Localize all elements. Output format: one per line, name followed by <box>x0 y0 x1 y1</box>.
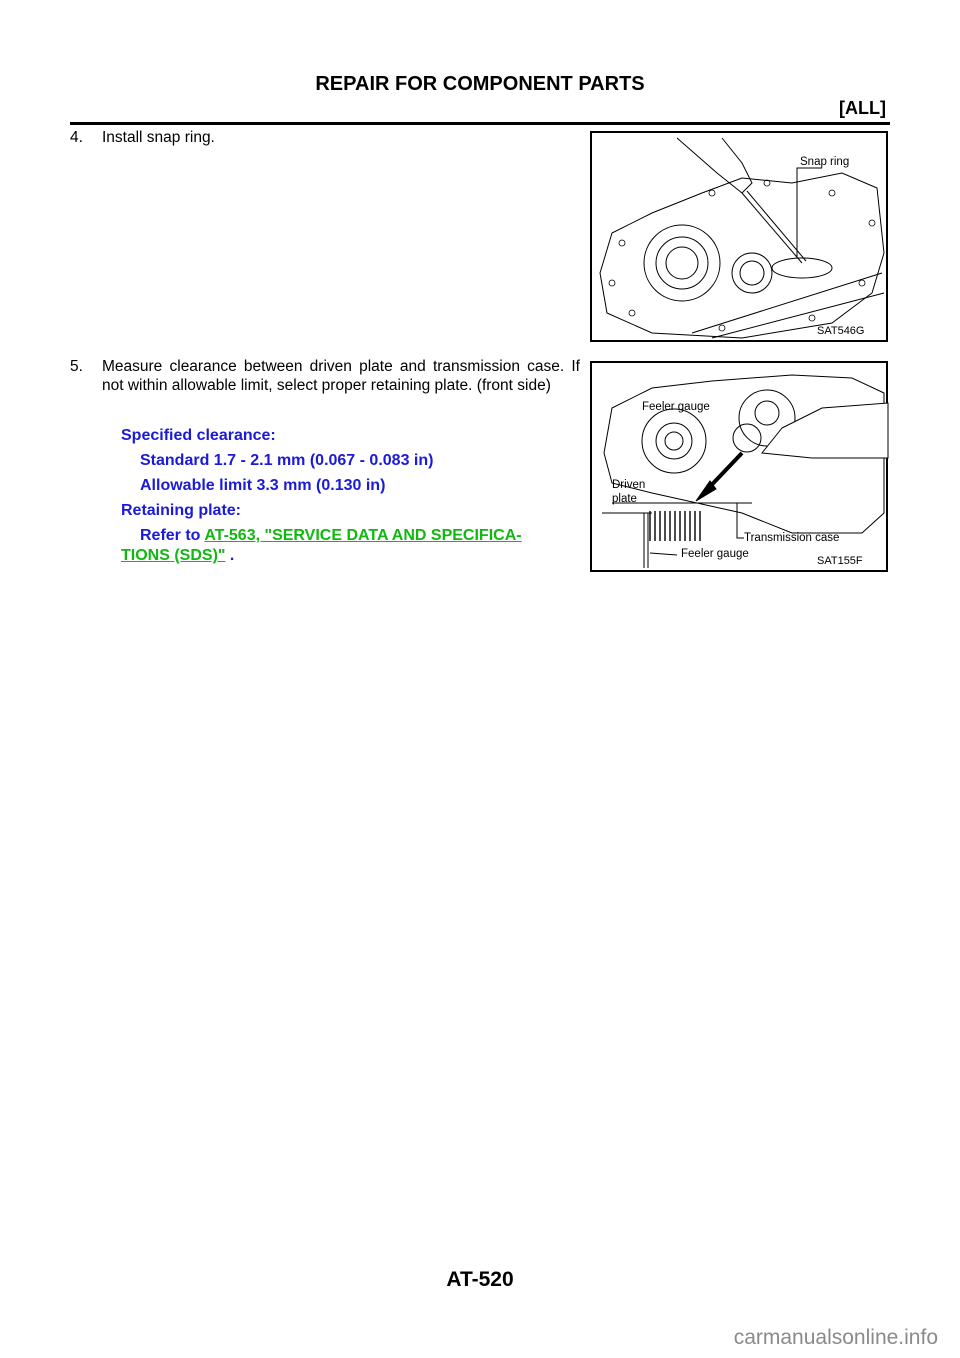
sds-link[interactable]: AT-563, "SERVICE DATA AND SPECIFICA- <box>204 527 522 544</box>
watermark: carmanualsonline.info <box>733 1326 938 1349</box>
figure-label: Feeler gauge <box>681 548 749 560</box>
clearance-measurement-illustration <box>592 363 890 574</box>
figure-label: plate <box>612 493 637 505</box>
sds-link-cont[interactable]: TIONS (SDS)" <box>121 547 226 564</box>
refer-suffix: . <box>225 547 235 564</box>
refer-prefix: Refer to <box>140 527 205 544</box>
header-divider <box>70 122 890 125</box>
step-text: Install snap ring. <box>102 129 215 146</box>
figure-code: SAT155F <box>817 555 863 567</box>
step-text: Measure clearance between driven plate and transmission case. If not within allowable limit, select proper retaining plate. (front side) <box>102 358 580 394</box>
spec-heading: Specified clearance: <box>121 427 276 444</box>
refer-line-2 <box>121 547 234 565</box>
figure-label: Feeler gauge <box>642 401 710 413</box>
section-label: [ALL] <box>839 98 886 118</box>
refer-line <box>140 527 522 545</box>
step-number: 5. <box>70 358 83 375</box>
figure-label: Transmission case <box>744 532 840 544</box>
figure-label: Driven <box>612 479 646 491</box>
page-number: AT-520 <box>446 1268 514 1291</box>
spec-standard: Standard 1.7 - 2.1 mm (0.067 - 0.083 in) <box>140 452 434 469</box>
figure-snap-ring <box>590 131 888 342</box>
retaining-heading: Retaining plate: <box>121 502 242 519</box>
page-title: REPAIR FOR COMPONENT PARTS <box>315 73 645 95</box>
figure-label: Snap ring <box>800 156 850 168</box>
figure-feeler-gauge <box>590 361 888 572</box>
step-number: 4. <box>70 129 83 146</box>
spec-limit: Allowable limit 3.3 mm (0.130 in) <box>140 477 386 494</box>
figure-code: SAT546G <box>817 325 865 337</box>
